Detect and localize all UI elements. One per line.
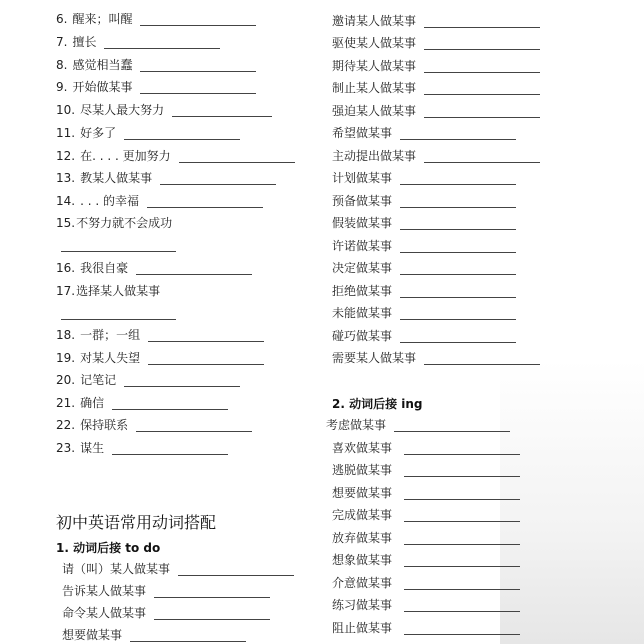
item-number: 11. xyxy=(56,126,76,140)
answer-blank[interactable] xyxy=(179,151,295,163)
answer-blank[interactable] xyxy=(148,353,264,365)
answer-blank[interactable] xyxy=(424,106,540,118)
item-text: 记笔记 xyxy=(80,373,117,387)
answer-blank[interactable] xyxy=(400,286,516,298)
right-to-do-item xyxy=(332,239,516,253)
item-text: 一群；一组 xyxy=(80,328,141,342)
right-to-do-item xyxy=(332,104,540,118)
right-to-do-item xyxy=(332,306,516,320)
answer-blank[interactable] xyxy=(154,586,270,598)
item-number: 17. xyxy=(56,284,76,298)
item-number: 9. xyxy=(56,80,68,94)
right-to-do-item xyxy=(332,329,516,343)
item-text: 请（叫）某人做某事 xyxy=(62,562,171,576)
ing-item xyxy=(332,508,520,522)
item-number: 13. xyxy=(56,171,76,185)
answer-blank[interactable] xyxy=(147,196,263,208)
answer-blank[interactable] xyxy=(400,196,516,208)
answer-blank[interactable] xyxy=(400,128,516,140)
left-item-21 xyxy=(56,396,228,410)
item-text: 拒绝做某事 xyxy=(332,284,393,298)
answer-blank[interactable] xyxy=(124,128,240,140)
right-to-do-item xyxy=(332,284,516,298)
answer-blank[interactable] xyxy=(130,630,246,642)
right-to-do-item xyxy=(332,351,540,365)
item-number: 16. xyxy=(56,261,76,275)
answer-blank[interactable] xyxy=(404,578,520,590)
answer-blank[interactable] xyxy=(124,375,240,387)
answer-blank[interactable] xyxy=(140,82,256,94)
right-to-do-item xyxy=(332,261,516,275)
answer-blank[interactable] xyxy=(424,61,540,73)
left-item-16 xyxy=(56,261,252,275)
right-to-do-item xyxy=(332,216,516,230)
answer-blank[interactable] xyxy=(140,14,256,26)
item-number: 23. xyxy=(56,441,76,455)
left-item-8 xyxy=(56,58,256,72)
left-item-10 xyxy=(56,103,272,117)
answer-blank[interactable] xyxy=(424,83,540,95)
to-do-item xyxy=(62,584,270,598)
item-number: 12. xyxy=(56,149,76,163)
ing-item xyxy=(332,463,520,477)
right-to-do-item xyxy=(332,81,540,95)
answer-blank[interactable] xyxy=(140,60,256,72)
answer-blank[interactable] xyxy=(404,533,520,545)
right-to-do-item xyxy=(332,36,540,50)
item-text: 对某人失望 xyxy=(80,351,141,365)
answer-blank[interactable] xyxy=(404,623,520,635)
item-text: 放弃做某事 xyxy=(332,531,393,545)
item-text: 尽某人最大努力 xyxy=(80,103,165,117)
item-text: 醒来；叫醒 xyxy=(72,12,133,26)
item-text: 未能做某事 xyxy=(332,306,393,320)
to-do-item xyxy=(62,606,270,620)
item-number: 8. xyxy=(56,58,68,72)
ing-item xyxy=(332,621,520,635)
item-text: 想要做某事 xyxy=(332,486,393,500)
item-text: 命令某人做某事 xyxy=(62,606,147,620)
answer-blank[interactable] xyxy=(400,241,516,253)
answer-blank[interactable] xyxy=(148,330,264,342)
left-item-15 xyxy=(56,216,172,230)
answer-blank[interactable] xyxy=(424,38,540,50)
item-text: 不努力就不会成功 xyxy=(76,216,173,230)
item-text: 擅长 xyxy=(72,35,97,49)
item-text: 选择某人做某事 xyxy=(76,284,161,298)
item-text: 教某人做某事 xyxy=(80,171,153,185)
answer-blank[interactable] xyxy=(394,420,510,432)
item-text: 我很自豪 xyxy=(80,261,129,275)
item-text: 练习做某事 xyxy=(332,598,393,612)
item-text: 在. . . . 更加努力 xyxy=(80,149,171,163)
left-item-7 xyxy=(56,35,220,49)
ing-item xyxy=(332,576,520,590)
item-number: 10. xyxy=(56,103,76,117)
item-text: 碰巧做某事 xyxy=(332,329,393,343)
answer-blank[interactable] xyxy=(400,173,516,185)
answer-blank[interactable] xyxy=(136,263,252,275)
ing-item xyxy=(332,531,520,545)
answer-blank[interactable] xyxy=(424,16,540,28)
answer-blank[interactable] xyxy=(400,218,516,230)
answer-blank[interactable] xyxy=(404,600,520,612)
item-number: 15. xyxy=(56,216,76,230)
answer-blank[interactable] xyxy=(104,37,220,49)
item-text: 决定做某事 xyxy=(332,261,393,275)
item-number: 22. xyxy=(56,418,76,432)
item-number: 6. xyxy=(56,12,68,26)
right-to-do-item xyxy=(332,194,516,208)
item-text: 主动提出做某事 xyxy=(332,149,417,163)
item-number: 18. xyxy=(56,328,76,342)
right-to-do-item xyxy=(332,59,540,73)
answer-blank[interactable] xyxy=(424,151,540,163)
item-text: 假装做某事 xyxy=(332,216,393,230)
ing-item xyxy=(332,441,520,455)
ing-heading: 2. 动词后接 ing xyxy=(332,397,423,411)
answer-blank[interactable] xyxy=(400,263,516,275)
item-text: 感觉相当蠢 xyxy=(72,58,133,72)
item-text: 许诺做某事 xyxy=(332,239,393,253)
answer-blank-item-17[interactable] xyxy=(61,318,176,320)
item-text: 计划做某事 xyxy=(332,171,393,185)
left-item-23 xyxy=(56,441,228,455)
to-do-heading: 1. 动词后接 to do xyxy=(56,541,161,555)
item-number: 20. xyxy=(56,373,76,387)
left-item-9 xyxy=(56,80,256,94)
item-number: 21. xyxy=(56,396,76,410)
item-number: 7. xyxy=(56,35,68,49)
answer-blank[interactable] xyxy=(178,564,294,576)
item-text: 好多了 xyxy=(80,126,117,140)
ing-item xyxy=(332,486,520,500)
item-text: 逃脱做某事 xyxy=(332,463,393,477)
answer-blank[interactable] xyxy=(400,331,516,343)
answer-blank[interactable] xyxy=(404,488,520,500)
item-text: 强迫某人做某事 xyxy=(332,104,417,118)
item-text: 预备做某事 xyxy=(332,194,393,208)
answer-blank[interactable] xyxy=(404,510,520,522)
item-text: 邀请某人做某事 xyxy=(332,14,417,28)
item-text: 希望做某事 xyxy=(332,126,393,140)
item-text: 期待某人做某事 xyxy=(332,59,417,73)
ing-item xyxy=(332,553,520,567)
left-item-18 xyxy=(56,328,264,342)
answer-blank[interactable] xyxy=(404,465,520,477)
item-text: 驱使某人做某事 xyxy=(332,36,417,50)
item-text: 谋生 xyxy=(80,441,105,455)
item-text: 保持联系 xyxy=(80,418,129,432)
left-item-11 xyxy=(56,126,240,140)
right-to-do-item xyxy=(332,149,540,163)
answer-blank[interactable] xyxy=(172,105,272,117)
answer-blank[interactable] xyxy=(400,308,516,320)
left-item-13 xyxy=(56,171,276,185)
answer-blank[interactable] xyxy=(112,398,228,410)
answer-blank[interactable] xyxy=(160,173,276,185)
to-do-item xyxy=(62,628,246,642)
left-item-20 xyxy=(56,373,240,387)
item-text: 阻止做某事 xyxy=(332,621,393,635)
item-text: 制止某人做某事 xyxy=(332,81,417,95)
answer-blank[interactable] xyxy=(404,443,520,455)
item-text: 需要某人做某事 xyxy=(332,351,417,365)
right-to-do-item xyxy=(332,126,516,140)
ing-item xyxy=(332,598,520,612)
item-text: . . . 的幸福 xyxy=(80,194,139,208)
answer-blank-item-15[interactable] xyxy=(61,250,176,252)
left-item-22 xyxy=(56,418,252,432)
item-text: 完成做某事 xyxy=(332,508,393,522)
item-number: 14. xyxy=(56,194,76,208)
answer-blank[interactable] xyxy=(424,353,540,365)
right-to-do-item xyxy=(332,14,540,28)
section-title: 初中英语常用动词搭配 xyxy=(56,513,217,532)
answer-blank[interactable] xyxy=(154,608,270,620)
left-item-6 xyxy=(56,12,256,26)
item-text: 想要做某事 xyxy=(62,628,123,642)
left-item-14 xyxy=(56,194,263,208)
to-do-item xyxy=(62,562,294,576)
item-text: 介意做某事 xyxy=(332,576,393,590)
scan-shadow xyxy=(500,360,644,644)
item-number: 19. xyxy=(56,351,76,365)
item-text: 告诉某人做某事 xyxy=(62,584,147,598)
ing-item xyxy=(326,418,510,432)
answer-blank[interactable] xyxy=(136,420,252,432)
answer-blank[interactable] xyxy=(112,443,228,455)
left-item-17 xyxy=(56,284,160,298)
item-text: 考虑做某事 xyxy=(326,418,387,432)
left-item-12 xyxy=(56,149,295,163)
item-text: 确信 xyxy=(80,396,105,410)
item-text: 喜欢做某事 xyxy=(332,441,393,455)
answer-blank[interactable] xyxy=(404,555,520,567)
left-item-19 xyxy=(56,351,264,365)
item-text: 想象做某事 xyxy=(332,553,393,567)
item-text: 开始做某事 xyxy=(72,80,133,94)
right-to-do-item xyxy=(332,171,516,185)
